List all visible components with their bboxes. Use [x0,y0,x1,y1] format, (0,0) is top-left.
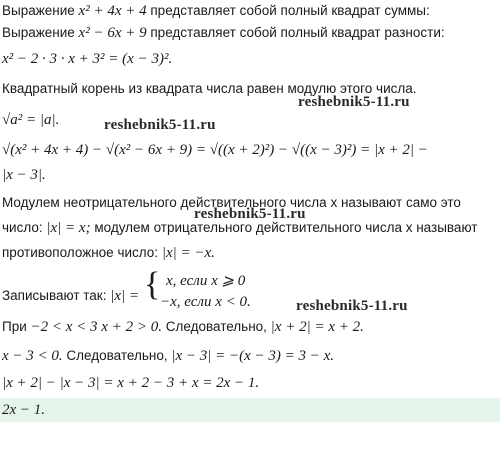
answer-box [0,398,500,422]
watermark: reshebnik5-11.ru [298,94,410,110]
case-line-1: x, если x ⩾ 0 [166,273,246,289]
text-line-1 [2,2,430,20]
watermark: reshebnik5-11.ru [296,298,408,314]
text: Квадратный корень из квадрата числа равен модулю этого числа. [2,81,417,96]
text: Следовательно, [66,348,168,363]
math-expression: |x + 2| − |x − 3| = x + 2 − 3 + x = 2x − 1. [2,375,260,391]
math-expression: x² − 2 · 3 · x + 3² = (x − 3)². [2,51,173,67]
watermark: reshebnik5-11.ru [194,206,306,222]
text: модулем отрицательного действительного числа x называют [94,220,478,235]
text: При [2,319,27,334]
text: представляет собой полный квадрат суммы: [150,3,430,18]
math-expression: |x − 3|. [2,167,46,183]
text-line-7 [2,166,46,184]
math-expression: −2 < x < 3 x + 2 > 0. [30,319,162,335]
text-line-5 [2,111,59,129]
math-expression: |x| = −x. [161,245,215,261]
math-expression: |x − 3| = −(x − 3) = 3 − x. [171,348,335,364]
math-expression: |x| = x; [46,220,91,236]
text: представляет собой полный квадрат разности: [150,25,445,40]
math-expression: |x + 2| = x + 2. [270,319,364,335]
text-line-3 [2,50,172,68]
text-line-9 [2,219,477,237]
watermark: reshebnik5-11.ru [104,117,216,133]
text-line-10 [2,244,215,262]
text: Следовательно, [165,319,267,334]
text-line-2 [2,24,445,42]
curly-brace: { [144,266,161,303]
text: число: [2,220,43,235]
text: Записывают так: [2,288,107,303]
math-expression: |x| = [110,288,140,304]
text: противоположное число: [2,245,159,260]
text-line-12 [2,318,364,336]
text-line-11 [2,287,139,305]
answer-text: 2x − 1. [2,402,46,418]
text-line-14 [2,374,259,392]
text: Выражение [2,25,75,40]
math-expression: x² − 6x + 9 [78,25,147,41]
text-line-13 [2,347,334,365]
math-expression: √(x² + 4x + 4) − √(x² − 6x + 9) = √((x + 2)²) − √((x − 3)²) = |x + 2| − [2,142,428,158]
text: Модулем неотрицательного действительного числа x называют само это [2,195,461,210]
math-expression: x² + 4x + 4 [78,3,147,19]
text-line-6 [2,141,428,159]
math-expression: x − 3 < 0. [2,348,63,364]
text: Выражение [2,3,75,18]
case-line-2: −x, если x < 0. [160,294,251,310]
math-expression: √a² = |a|. [2,112,60,128]
